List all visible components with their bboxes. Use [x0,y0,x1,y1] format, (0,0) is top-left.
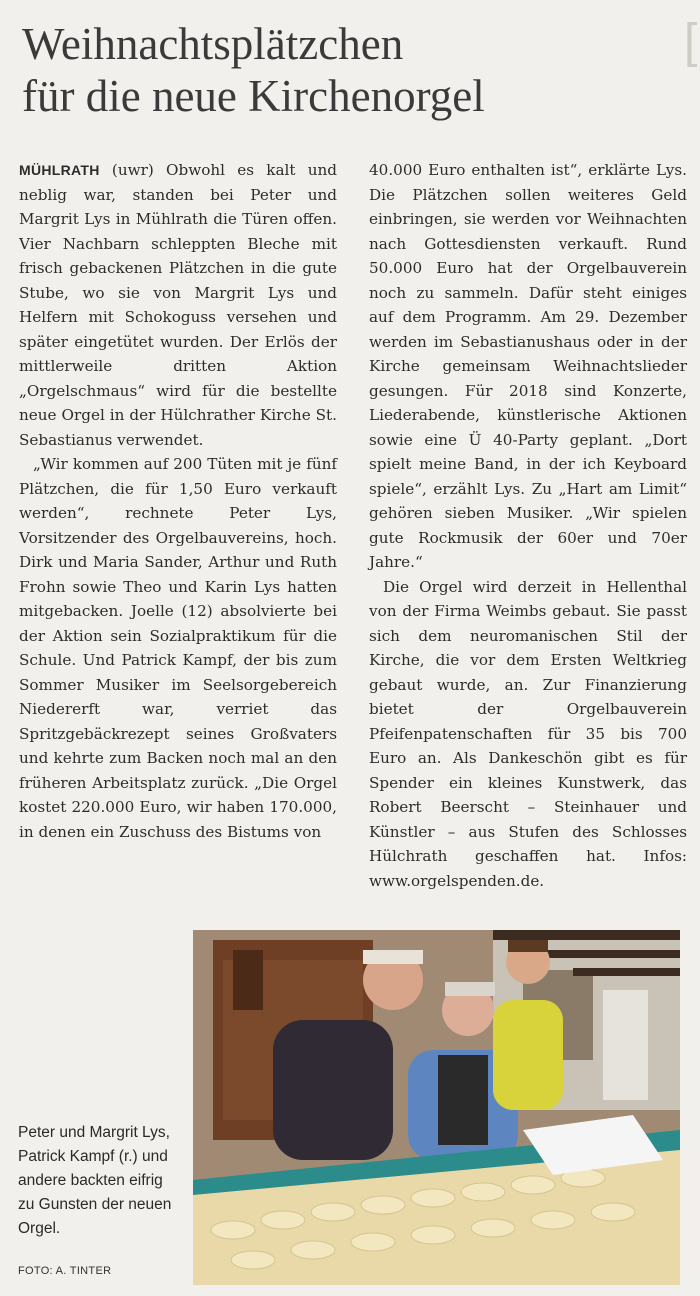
headline-line-1: Weihnachtsplätzchen [22,19,404,69]
photo-caption: Peter und Margrit Lys, Patrick Kampf (r.) und andere backten eifrig zu Gunsten der neuen Orgel. [18,1124,172,1237]
corner-mark: [ [684,15,698,68]
paragraph-1-text: (uwr) Obwohl es kalt und neblig war, standen bei Peter und Margrit Lys in Mühlrath die Türen offen. Vier Nachbarn schleppten Bleche mit frisch gebackenen Plätzchen in die gute Stube, wo sie von Margrit Lys und Helfern mit Schokoguss versehen und später eingetütet wurden. Der Erlös der mittlerweile dritten Aktion „Orgelschmaus“ wird für die bestellte neue Orgel in der Hülchrather Kirche St. Sebastianus verwendet. [19,161,337,449]
photo-credit: FOTO: A. TINTER [18,1265,112,1277]
headline-line-2: für die neue Kirchenorgel [22,71,485,121]
article-photo [193,930,680,1285]
dateline: MÜHLRATH [19,162,100,178]
photo-illustration [193,930,680,1285]
paragraph-4: Die Orgel wird derzeit in Hellenthal von der Firma Weimbs gebaut. Sie passt sich dem neuromanischen Stil der Kirche, die vor dem Ersten Weltkrieg gebaut wurde, an. Zur Finanzierung bietet der Orgelbauverein Pfeifenpatenschaften für 35 bis 700 Euro an. Als Dankeschön gibt es für Spender ein kleines Kunstwerk, das Robert Beerscht – Steinhauer und Künstler – aus Stufen des Schlosses Hülchrath geschaffen hat. Infos: www.orgelspenden.de. [369,577,687,890]
paragraph-1 [19,158,337,452]
paragraph-2: „Wir kommen auf 200 Tüten mit je fünf Plätzchen, die für 1,50 Euro verkauft werden“, rechnete Peter Lys, Vorsitzender des Orgelbauvereins, hoch. Dirk und Maria Sander, Arthur und Ruth Frohn sowie Theo und Karin Lys hatten mitgebacken. Joelle (12) absolvierte bei der Aktion sein Sozialpraktikum für die Schule. Und Patrick Kampf, der bis zum Sommer Musiker im Seelsorgebereich Niedererft war, verriet das Spritzgebäckrezept seines Großvaters und kehrte zum Backen noch mal an den früheren Arbeitsplatz zurück. „Die Orgel kostet 220.000 Euro, wir haben 170.000, in denen ein Zuschuss des Bistums von [19,455,337,841]
article-column-right [369,158,687,893]
paragraph-3: 40.000 Euro enthalten ist“, erklärte Lys. Die Plätzchen sollen weiteres Geld einbringen, sie werden vor Weihnachten nach Gottesdiensten verkauft. Rund 50.000 Euro hat der Orgelbauverein noch zu sammeln. Dafür steht einiges auf dem Programm. Am 29. Dezember werden im Sebastianushaus oder in der Kirche gemeinsam Weihnachtslieder gesungen. Für 2018 sind Konzerte, Liederabende, künstlerische Aktionen sowie eine Ü 40-Party geplant. „Dort spielt meine Band, in der ich Keyboard spiele“, erzählt Lys. Zu „Hart am Limit“ gehören sieben Musiker. „Wir spielen gute Rockmusik der 60er und 70er Jahre.“ [369,161,687,571]
article-column-left [19,158,337,844]
article-headline [22,18,682,122]
